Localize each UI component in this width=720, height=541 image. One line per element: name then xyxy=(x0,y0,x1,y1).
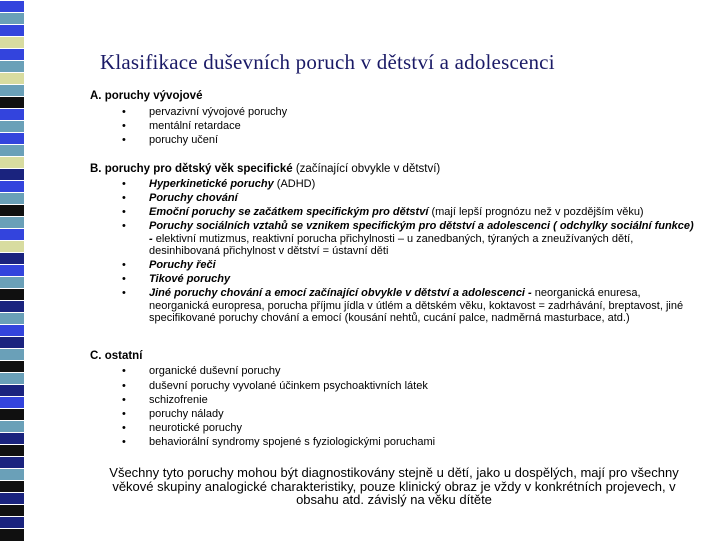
list-item-bold: Poruchy řeči xyxy=(149,259,216,271)
list-item-rest: neorganická enuresa, neorganická europresa, porucha příjmu jídla v útlém a dětském věku, koktavost = zadrhávání, breptavost, jiné specifikované poruchy chování a emocí (kousání nehtů, cucání palce, nadměrná masturbace, atd.) xyxy=(149,287,684,324)
strip-block xyxy=(0,492,24,505)
strip-block xyxy=(0,468,24,481)
strip-block xyxy=(0,336,24,349)
strip-block xyxy=(0,84,24,97)
bullet: • xyxy=(122,408,126,420)
strip-block xyxy=(0,444,24,457)
strip-block xyxy=(0,72,24,85)
bullet: • xyxy=(122,106,126,118)
list-item-text: schizofrenie xyxy=(149,394,208,406)
bullet: • xyxy=(122,134,126,146)
bullet: • xyxy=(122,192,126,204)
section-b-heading xyxy=(90,163,440,175)
strip-block xyxy=(0,120,24,133)
strip-block xyxy=(0,0,24,13)
strip-block xyxy=(0,324,24,337)
strip-block xyxy=(0,216,24,229)
list-item-rest: (mají lepší prognózu než v pozdějším věku) xyxy=(428,206,644,218)
list-item-text: pervazivní vývojové poruchy xyxy=(149,106,288,118)
list-item-text: organické duševní poruchy xyxy=(149,365,281,377)
strip-block xyxy=(0,264,24,277)
list-item-rest: elektivní mutizmus, reaktivní porucha přichylnosti – u zanedbaných, týraných a zneužívaných dětí, desinhibovaná přichylnost v dětství = ústavní děti xyxy=(149,232,634,257)
strip-block xyxy=(0,432,24,445)
section-b-heading-text: B. poruchy pro dětský věk specifické xyxy=(90,163,293,175)
list-item-bold: Hyperkinetické poruchy xyxy=(149,178,274,190)
bullet: • xyxy=(122,220,126,232)
bullet: • xyxy=(122,120,126,132)
list-item-text: behaviorální syndromy spojené s fyziologickými poruchami xyxy=(149,436,436,448)
section-b-heading-note: (začínající obvykle v dětství) xyxy=(295,163,441,175)
strip-block xyxy=(0,348,24,361)
strip-block xyxy=(0,48,24,61)
bullet: • xyxy=(122,422,126,434)
list-item-bold: Jiné poruchy chování a emocí začínající obvykle v dětství a adolescenci - xyxy=(149,287,535,299)
strip-block xyxy=(0,36,24,49)
strip-block xyxy=(0,252,24,265)
strip-block xyxy=(0,96,24,109)
strip-block xyxy=(0,456,24,469)
strip-block xyxy=(0,192,24,205)
strip-block xyxy=(0,60,24,73)
bullet: • xyxy=(122,273,126,285)
strip-block xyxy=(0,132,24,145)
list-item-bold: Poruchy sociálních vztahů se vznikem specifickým pro dětství a adolescenci ( odchylky sociální funkce) - xyxy=(149,220,694,245)
strip-block xyxy=(0,168,24,181)
page-title: Klasifikace duševních poruch v dětství a adolescenci xyxy=(100,50,555,74)
bullet: • xyxy=(122,206,126,218)
list-item-bold: Poruchy chování xyxy=(149,192,238,204)
bullet: • xyxy=(122,365,126,377)
strip-block xyxy=(0,108,24,121)
list-item-text: poruchy učení xyxy=(149,134,219,146)
strip-block xyxy=(0,504,24,517)
strip-block xyxy=(0,312,24,325)
list-item-bold: Tikové poruchy xyxy=(149,273,231,285)
strip-block xyxy=(0,528,24,541)
strip-block xyxy=(0,276,24,289)
list-item-text: mentální retardace xyxy=(149,120,241,132)
section-a-heading: A. poruchy vývojové xyxy=(90,90,203,102)
decorative-color-strip xyxy=(0,0,24,540)
bullet: • xyxy=(122,287,126,299)
strip-block xyxy=(0,204,24,217)
strip-block xyxy=(0,480,24,493)
list-item-text: duševní poruchy vyvolané účinkem psychoaktivních látek xyxy=(149,380,428,392)
bullet: • xyxy=(122,178,126,190)
list-item-bold: Emoční poruchy se začátkem specifickým pro dětství xyxy=(149,206,429,218)
strip-block xyxy=(0,516,24,529)
list-item-text: poruchy nálady xyxy=(149,408,224,420)
strip-block xyxy=(0,288,24,301)
list-item-text: neurotické poruchy xyxy=(149,422,242,434)
bullet: • xyxy=(122,259,126,271)
footer-note: Všechny tyto poruchy mohou být diagnostikovány stejně u dětí, jako u dospělých, mají pro všechny věkové skupiny analogické charakteristiky, pouze klinický obraz je vždy v konkrétních projevech, v obsahu atd. závislý na věku dítěte xyxy=(109,465,679,507)
bullet: • xyxy=(122,380,126,392)
strip-block xyxy=(0,12,24,25)
strip-block xyxy=(0,24,24,37)
strip-block xyxy=(0,240,24,253)
strip-block xyxy=(0,228,24,241)
strip-block xyxy=(0,156,24,169)
list-item-rest: (ADHD) xyxy=(273,178,316,190)
bullet: • xyxy=(122,436,126,448)
strip-block xyxy=(0,360,24,373)
strip-block xyxy=(0,420,24,433)
strip-block xyxy=(0,144,24,157)
strip-block xyxy=(0,180,24,193)
strip-block xyxy=(0,372,24,385)
strip-block xyxy=(0,300,24,313)
strip-block xyxy=(0,396,24,409)
strip-block xyxy=(0,384,24,397)
section-c-heading: C. ostatní xyxy=(90,350,143,362)
strip-block xyxy=(0,408,24,421)
bullet: • xyxy=(122,394,126,406)
